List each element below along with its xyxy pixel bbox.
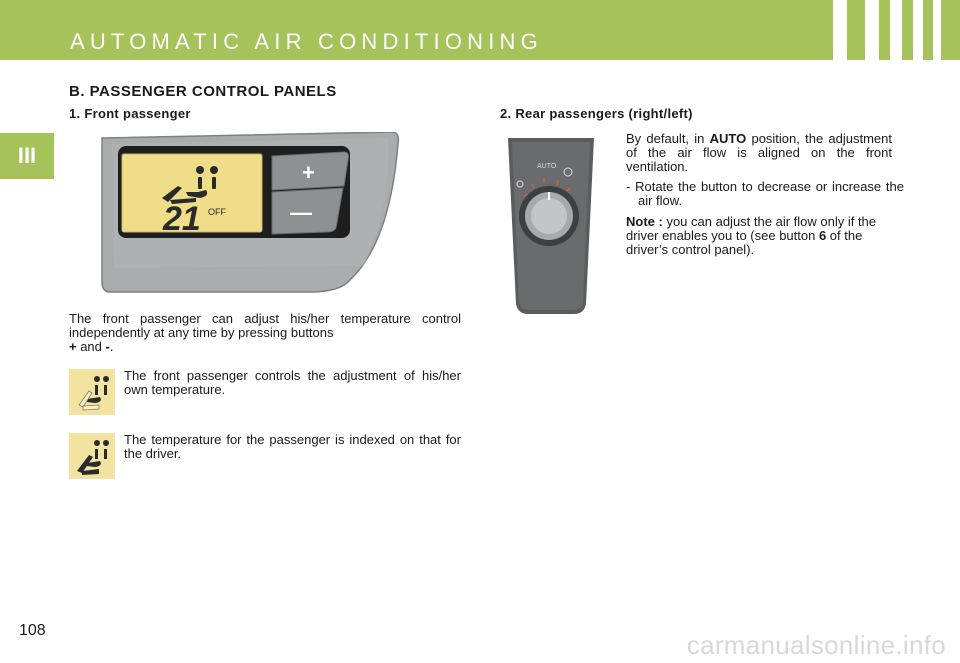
indexed-mode-text: The temperature for the passenger is indexed on that for the driver. [124, 432, 461, 461]
header-stripe [890, 0, 902, 60]
watermark: carmanualsonline.info [686, 630, 946, 660]
minus-button[interactable] [272, 188, 343, 234]
page-title: AUTOMATIC AIR CONDITIONING [70, 29, 543, 54]
temperature-readout: 21 [163, 200, 201, 238]
header-stripe [865, 0, 879, 60]
rear-default-paragraph: By default, in AUTO position, the adjustment of the air flow is aligned on the front ventilation. [626, 131, 892, 174]
chapter-tab[interactable]: III [0, 133, 54, 179]
rear-passengers-title: 2. Rear passengers (right/left) [500, 106, 693, 121]
front-control-panel-illustration [100, 132, 400, 294]
header-bar [0, 0, 960, 60]
page-number: 108 [19, 622, 46, 639]
header-stripe [833, 0, 847, 60]
off-indicator: OFF [208, 207, 226, 217]
plus-icon: + [302, 160, 315, 185]
section-title: B. PASSENGER CONTROL PANELS [69, 83, 337, 100]
rear-control-knob-illustration [502, 134, 598, 316]
front-passenger-title: 1. Front passenger [69, 106, 191, 121]
minus-icon: — [290, 200, 312, 225]
front-intro-paragraph: The front passenger can adjust his/her temperature control independently at any time by pressing buttons + and -. [69, 311, 461, 354]
header-stripe [913, 0, 923, 60]
rear-rotate-instruction: - Rotate the button to decrease or increase the air flow. [626, 179, 904, 208]
independent-mode-icon [69, 369, 115, 415]
rear-note: Note : you can adjust the air flow only if the driver enables you to (see button 6 of the driver’s control panel). [626, 214, 877, 257]
auto-label: AUTO [537, 163, 557, 170]
indexed-mode-icon [69, 433, 115, 479]
independent-mode-text: The front passenger controls the adjustment of his/her own temperature. [124, 368, 461, 397]
header-stripe [933, 0, 941, 60]
airflow-knob[interactable] [519, 186, 579, 246]
plus-button[interactable] [272, 152, 349, 190]
